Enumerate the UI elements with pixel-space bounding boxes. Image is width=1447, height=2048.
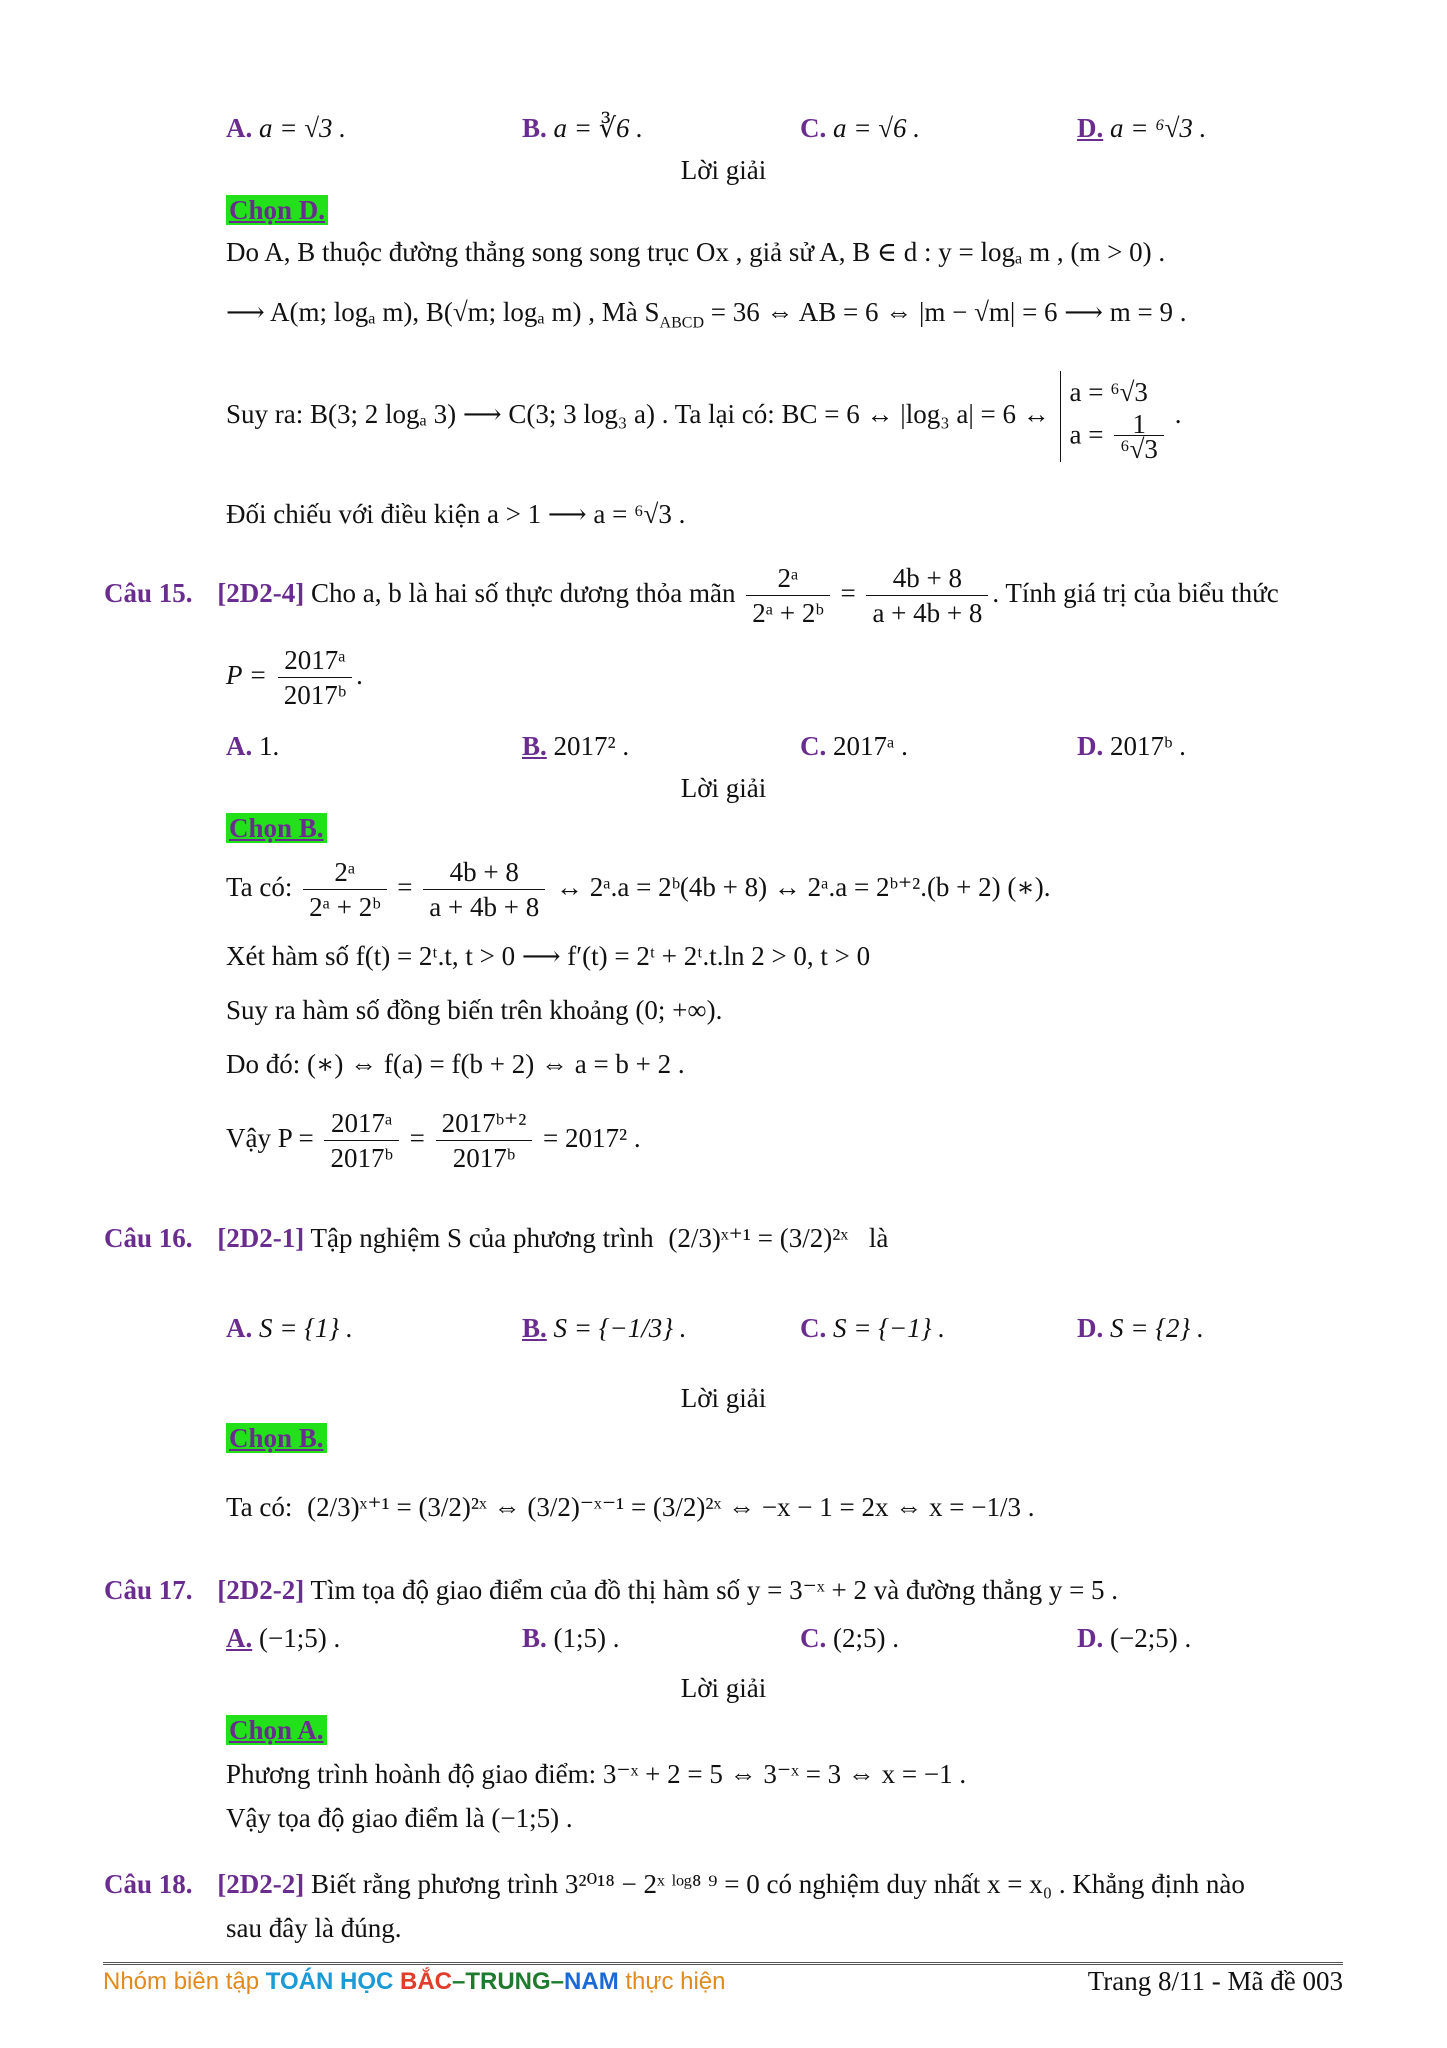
q14-sol-line1: Do A, B thuộc đường thẳng song song trục Ox , giả sử A, B ∈ d : y = logₐ m , (m > 0) . [226, 237, 1166, 267]
q14-option-d: D. a = ⁶√3 . [1077, 113, 1207, 143]
q17-option-d: D. (−2;5) . [1077, 1623, 1192, 1653]
q16-stem: Câu 16. [2D2-1] Tập nghiệm S của phương trình (2/3)ˣ⁺¹ = (3/2)²ˣ là [104, 1223, 889, 1253]
q15-option-a: A. 1. [226, 731, 280, 761]
q14-chon: Chọn D. [226, 192, 328, 228]
q16-option-c: C. S = {−1} . [800, 1313, 946, 1343]
q15-option-b: B. 2017² . [522, 731, 630, 761]
q17-option-b: B. (1;5) . [522, 1623, 620, 1653]
q17-sol-line2: Vậy tọa độ giao điểm là (−1;5) . [226, 1803, 573, 1833]
q16-sol-line1: Ta có: (2/3)ˣ⁺¹ = (3/2)²ˣ ⇔ (3/2)⁻ˣ⁻¹ = (3/2)²ˣ ⇔ −x − 1 = 2x ⇔ x = −1/3 . [226, 1492, 1035, 1522]
q16-option-a: A. S = {1} . [226, 1313, 353, 1343]
q14-sol-line3: Suy ra: B(3; 2 logₐ 3) ⟶ C(3; 3 log₃ a) . Ta lại có: BC = 6 ↔ |log₃ a| = 6 ↔ a = ⁶√3 a = $\frac{1}{\text{⁶√3}}$ . [226, 364, 1181, 464]
footer-credit: Nhóm biên tập TOÁN HỌC BẮC–TRUNG–NAM thực hiện [103, 1968, 726, 1995]
q17-solution-heading: Lời giải [680, 1673, 767, 1703]
q14-solution-heading: Lời giải [680, 155, 767, 185]
q14-sol-line2: ⟶ A(m; logₐ m), B(√m; logₐ m) , Mà $S_{ABCD} = 36$ ⇔ AB = 6 ⇔ |m − √m| = 6 ⟶ m = 9 . [226, 297, 1187, 332]
q16-solution-heading: Lời giải [680, 1383, 767, 1413]
q17-chon: Chọn A. [226, 1712, 327, 1748]
q17-sol-line1: Phương trình hoành độ giao điểm: 3⁻ˣ + 2 = 5 ⇔ 3⁻ˣ = 3 ⇔ x = −1 . [226, 1759, 967, 1789]
q15-sol-line4: Do đó: (∗) ⇔ f(a) = f(b + 2) ⇔ a = b + 2 . [226, 1049, 685, 1079]
q17-option-a: A. (−1;5) . [226, 1623, 341, 1653]
q15-sol-line2: Xét hàm số f(t) = 2ᵗ.t, t > 0 ⟶ f′(t) = 2ᵗ + 2ᵗ.t.ln 2 > 0, t > 0 [226, 941, 871, 971]
q15-solution-heading: Lời giải [680, 773, 767, 803]
q15-option-d: D. 2017ᵇ . [1077, 731, 1186, 761]
q15-stem: Câu 15. [2D2-4] Cho a, b là hai số thực dương thỏa mãn $\frac{\text{2ᵃ}}{\text{2ᵃ + 2ᵇ}}$ = $\frac{4b + 8}{a + 4b + 8}$ . Tính giá trị của biểu thức [104, 563, 1279, 629]
q16-option-b: B. S = {−1/3} . [522, 1313, 687, 1343]
q16-chon: Chọn B. [226, 1420, 327, 1456]
q15-sol-line1: Ta có: $\frac{\text{2ᵃ}}{\text{2ᵃ + 2ᵇ}}$ = $\frac{4b + 8}{a + 4b + 8}$ ↔ 2ᵃ.a = 2ᵇ(4b + 8) ↔ 2ᵃ.a = 2ᵇ⁺².(b + 2) (∗). [226, 857, 1051, 923]
q14-sol-line4: Đối chiếu với điều kiện a > 1 ⟶ a = ⁶√3 . [226, 499, 686, 529]
q15-sol-line3: Suy ra hàm số đồng biến trên khoảng (0; +∞). [226, 995, 723, 1025]
q14-case-bracket: a = ⁶√3 a = $\frac{1}{\text{⁶√3}}$ [1060, 371, 1167, 462]
q18-stem-line2: sau đây là đúng. [226, 1913, 402, 1943]
q17-stem: Câu 17. [2D2-2] Tìm tọa độ giao điểm của đồ thị hàm số y = 3⁻ˣ + 2 và đường thẳng y = 5 . [104, 1575, 1119, 1605]
q14-option-b: B. a = ∛6 . [522, 113, 643, 143]
q15-p-expression: P = $\frac{\text{2017ᵃ}}{\text{2017ᵇ}}$ . [226, 645, 363, 711]
footer-divider [103, 1962, 1343, 1965]
q14-option-a: A. a = √3 . [226, 113, 347, 143]
q17-option-c: C. (2;5) . [800, 1623, 899, 1653]
q15-option-c: C. 2017ᵃ . [800, 731, 908, 761]
q15-sol-line5: Vậy P = $\frac{\text{2017ᵃ}}{\text{2017ᵇ}}$ = $\frac{\text{2017ᵇ⁺²}}{\text{2017ᵇ}}$ = 2017² . [226, 1108, 641, 1174]
q16-option-d: D. S = {2} . [1077, 1313, 1204, 1343]
footer-page-number: Trang 8/11 - Mã đề 003 [1087, 1966, 1343, 1996]
q14-option-c: C. a = √6 . [800, 113, 921, 143]
q15-chon: Chọn B. [226, 810, 327, 846]
q18-stem-line1: Câu 18. [2D2-2] Biết rằng phương trình 3²⁰¹⁸ − 2ˣ ˡᵒᵍ⁸ ⁹ = 0 có nghiệm duy nhất x = x₀ . Khẳng định nào [104, 1869, 1245, 1899]
